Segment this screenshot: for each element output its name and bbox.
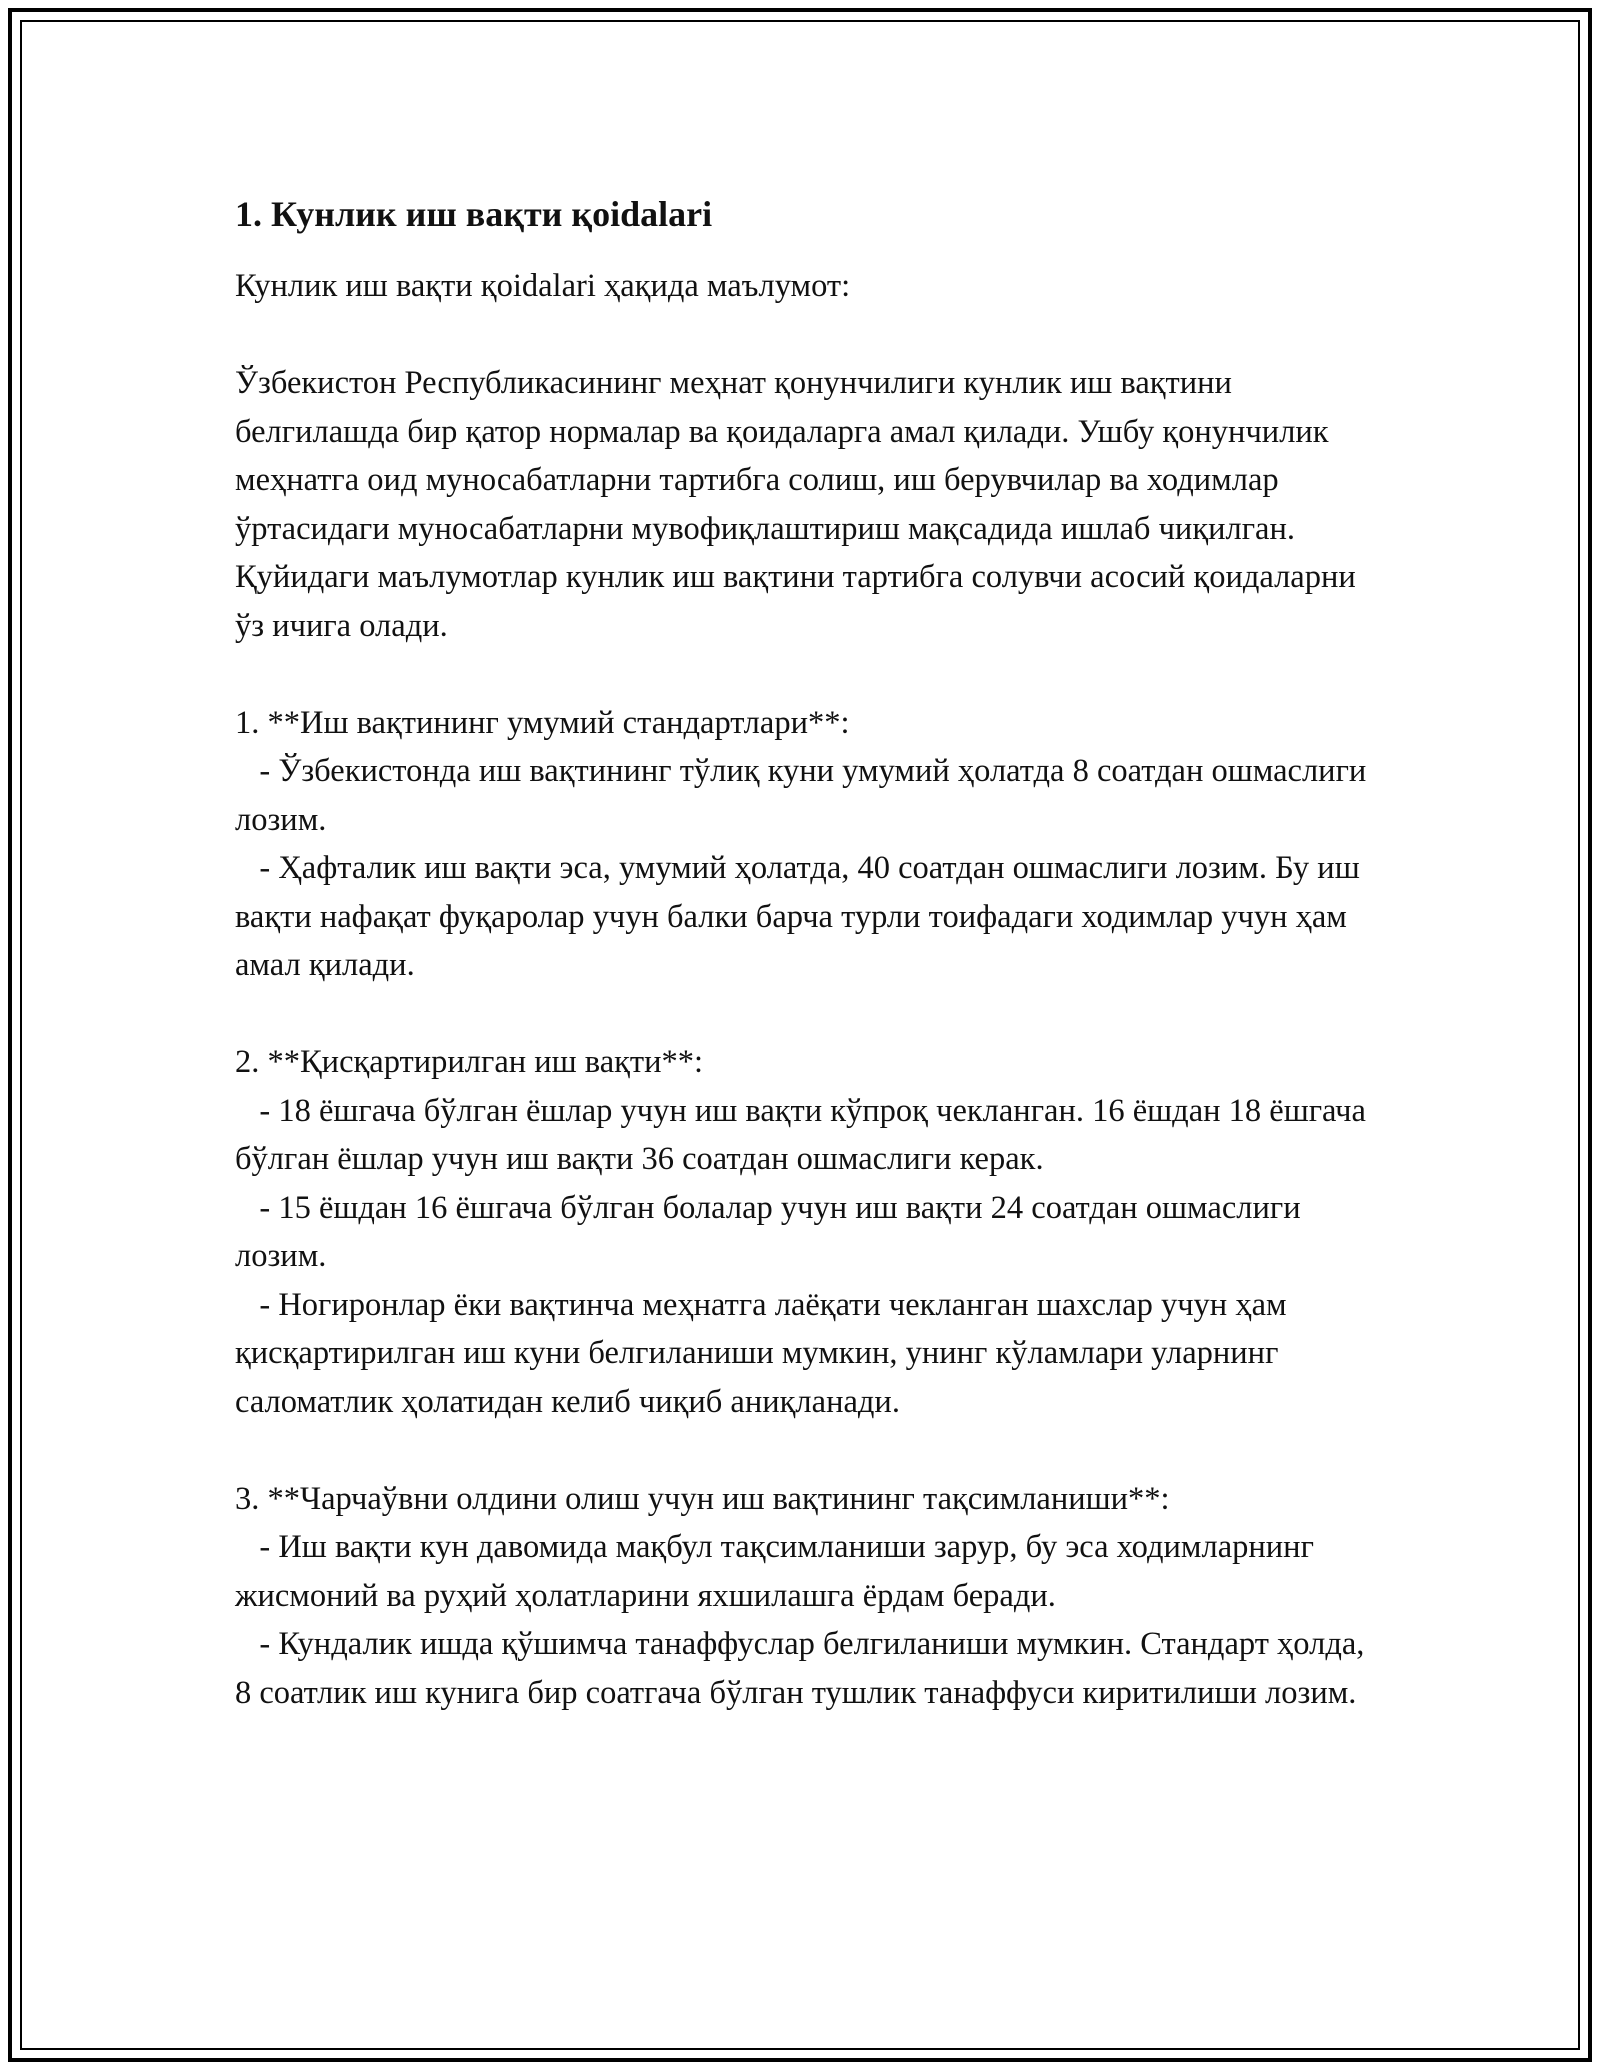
section-item: - Иш вақти кун давомида мақбул тақсимланиши зарур, бу эса ходимларнинг жисмоний ва руҳий ҳолатларини яхшилашга ёрдам беради. — [235, 1529, 1323, 1614]
section-item: - 15 ёшдан 16 ёшгача бўлган болалар учун иш вақти 24 соатдан ошмаслиги лозим. — [235, 1189, 1309, 1274]
spacer — [235, 311, 1385, 360]
section-heading: 1. **Иш вақтининг умумий стандартлари**: — [235, 704, 850, 741]
section-item: - Ногиронлар ёки вақтинча меҳнатга лаёқати чекланган шахслар учун ҳам қисқартирилган иш куни белгиланиши мумкин, унинг кўламлари уларнинг саломатлик ҳолатидан келиб чиқиб аниқланади. — [235, 1286, 1295, 1420]
main-paragraph: Ўзбекистон Республикасининг меҳнат қонунчилиги кунлик иш вақтини белгилашда бир қатор нормалар ва қоидаларга амал қилади. Ушбу қонунчилик меҳнатга оид муносабатларни тартибга солиш, иш берувчилар ва ходимлар ўртасидаги муносабатларни мувофиқлаштириш мақсадида ишлаб чиқилган. Қуйидаги маълумотлар кунлик иш вақтини тартибга солувчи асосий қоидаларни ўз ичига олади. — [235, 365, 1364, 644]
section-1 — [235, 699, 1385, 990]
section-heading: 2. **Қисқартирилган иш вақти**: — [235, 1044, 704, 1080]
section-item: - 18 ёшгача бўлган ёшлар учун иш вақти кўпроқ чекланган. 16 ёшдан 18 ёшгача бўлган ёшлар учун иш вақти 36 соатдан ошмаслиги керак. — [235, 1092, 1375, 1177]
section-item: - Кундалик ишда қўшимча танаффуслар белгиланиши мумкин. Стандарт ҳолда, 8 соатлик иш кунига бир соатгача бўлган тушлик танаффуси киритилиши лозим. — [235, 1626, 1373, 1711]
section-3 — [235, 1475, 1385, 1718]
spacer — [235, 1426, 1385, 1475]
spacer — [235, 650, 1385, 699]
section-2 — [235, 1038, 1385, 1426]
document-title: 1. Кунлик иш вақти қoidalari — [235, 194, 713, 234]
section-item: - Ҳафталик иш вақти эса, умумий ҳолатда, 40 соатдан ошмаслиги лозим. Бу иш вақти нафақат фуқаролар учун балки барча турли тоифадаги ходимлар учун ҳам амал қилади. — [235, 850, 1368, 983]
document-body — [235, 188, 1385, 1717]
section-item: - Ўзбекистонда иш вақтининг тўлиқ куни умумий ҳолатда 8 соатдан ошмаслиги лозим. — [235, 753, 1375, 838]
intro-line: Кунлик иш вақти қoidalari ҳақида маълумот: — [235, 268, 851, 304]
section-heading: 3. **Чарчаўвни олдини олиш учун иш вақтининг тақсимланиши**: — [235, 1480, 1170, 1517]
spacer — [235, 990, 1385, 1039]
